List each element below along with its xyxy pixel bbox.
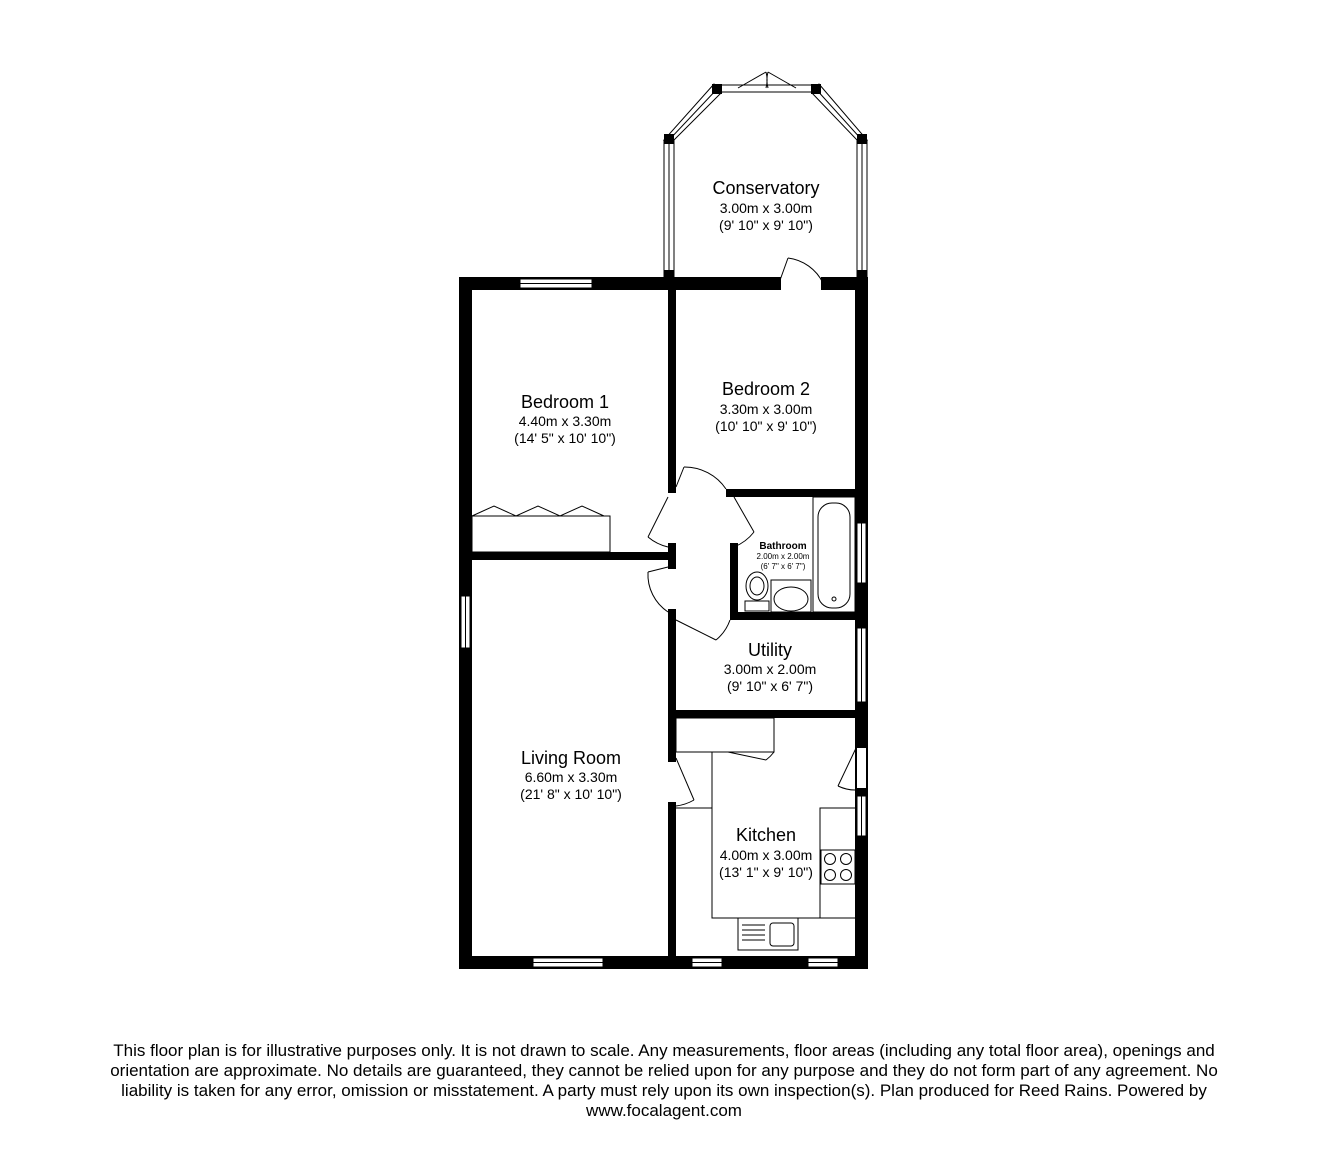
- bedroom1-metric: 4.40m x 3.30m: [518, 413, 612, 429]
- bathroom-name: Bathroom: [759, 541, 807, 552]
- bedroom1-name: Bedroom 1: [520, 392, 610, 412]
- label-kitchen: [719, 825, 813, 880]
- bedroom2-imperial: (10' 10" x 9' 10"): [715, 418, 817, 434]
- disclaimer-line-1: This floor plan is for illustrative purposes only. It is not drawn to scale. Any measurements, floor areas (including any total floor area), openings and: [113, 1041, 1215, 1060]
- kitchen-metric: 4.00m x 3.00m: [719, 847, 813, 863]
- basin: [771, 580, 811, 612]
- disclaimer-line-4: www.focalagent.com: [586, 1101, 742, 1120]
- toilet: [745, 572, 769, 611]
- disclaimer: [40, 1041, 1288, 1121]
- conservatory-name: Conservatory: [712, 178, 820, 198]
- label-conservatory: [712, 178, 819, 233]
- bedroom2-metric: 3.30m x 3.00m: [719, 401, 813, 417]
- conservatory-imperial: (9' 10" x 9' 10"): [719, 217, 813, 233]
- kitchen-name: Kitchen: [735, 825, 797, 845]
- disclaimer-line-2: orientation are approximate. No details are guaranteed, they cannot be relied upon for any purpose and they do not form part of any agreement. No: [110, 1061, 1218, 1080]
- label-bedroom2: [715, 379, 817, 434]
- kitchen-units: [676, 718, 855, 918]
- label-bedroom1: [514, 392, 616, 446]
- label-utility: [724, 640, 817, 694]
- wardrobe: [472, 506, 610, 552]
- hob: [821, 850, 855, 884]
- utility-imperial: (9' 10" x 6' 7"): [726, 678, 814, 694]
- sink: [738, 918, 798, 950]
- utility-name: Utility: [748, 640, 792, 660]
- living-room-imperial: (21' 8" x 10' 10"): [520, 786, 622, 802]
- bedroom1-imperial: (14' 5" x 10' 10"): [514, 430, 616, 446]
- bedroom2-name: Bedroom 2: [721, 379, 811, 399]
- kitchen-imperial: (13' 1" x 9' 10"): [719, 864, 813, 880]
- label-living-room: [520, 748, 622, 802]
- bathroom-metric: 2.00m x 2.00m: [756, 552, 810, 561]
- utility-metric: 3.00m x 2.00m: [723, 661, 817, 677]
- label-bathroom: [757, 541, 810, 571]
- disclaimer-line-3: liability is taken for any error, omission or misstatement. A party must rely upon its own inspection(s). Plan produced for Reed Rains. Powered by: [121, 1081, 1207, 1100]
- bath: [813, 497, 855, 612]
- living-room-name: Living Room: [520, 748, 622, 768]
- conservatory-metric: 3.00m x 3.00m: [719, 200, 813, 216]
- bathroom-imperial: (6' 7" x 6' 7"): [760, 562, 806, 571]
- living-room-metric: 6.60m x 3.30m: [524, 769, 618, 785]
